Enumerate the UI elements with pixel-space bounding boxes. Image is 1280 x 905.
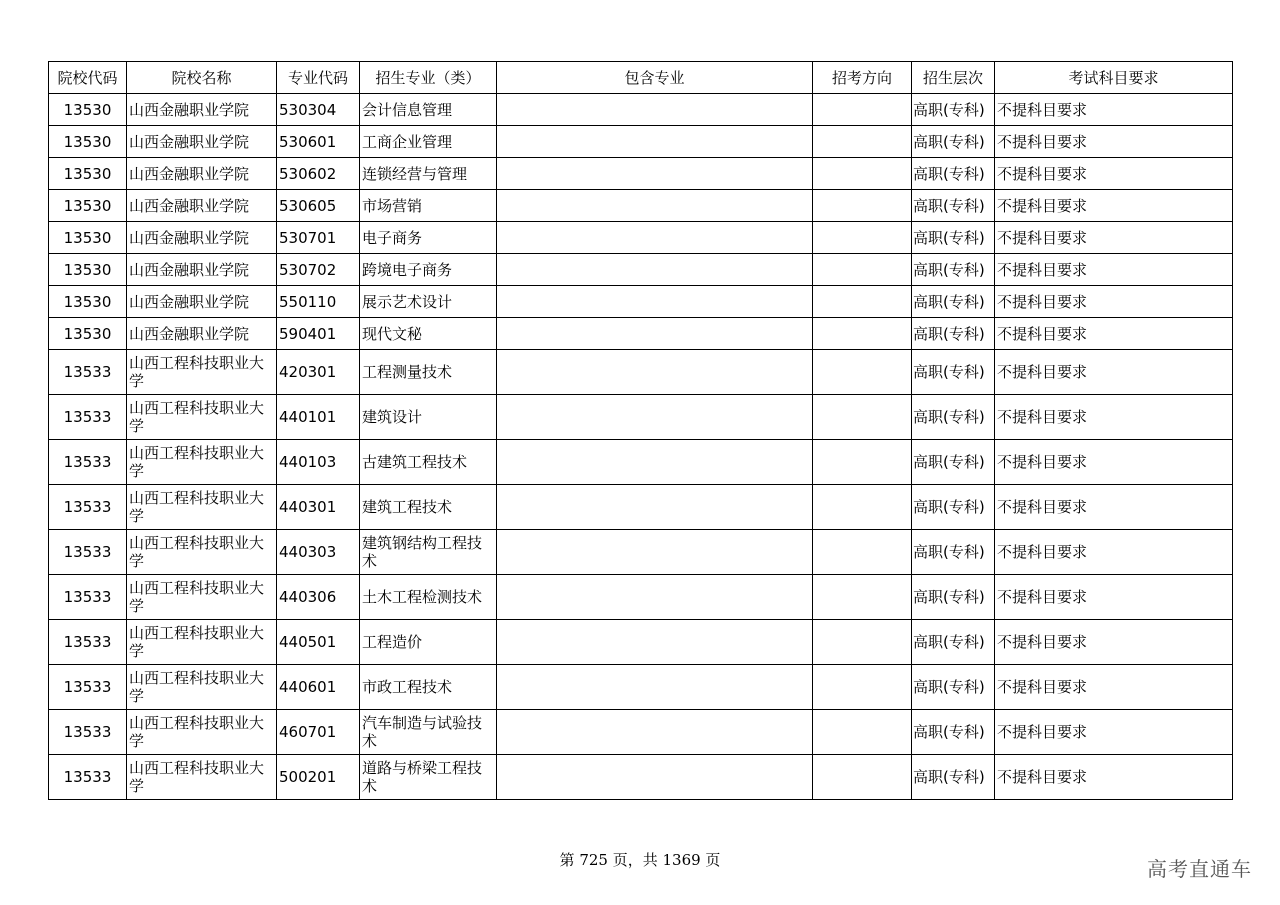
- cell-major-code: 530701: [277, 222, 360, 254]
- cell-major: 会计信息管理: [360, 94, 497, 126]
- cell-included-majors: [497, 286, 813, 318]
- cell-major: 电子商务: [360, 222, 497, 254]
- cell-exam-requirement: 不提科目要求: [995, 126, 1233, 158]
- cell-level: 高职(专科): [912, 530, 995, 575]
- cell-school-name: 山西工程科技职业大学: [127, 620, 277, 665]
- cell-exam-requirement: 不提科目要求: [995, 530, 1233, 575]
- cell-level: 高职(专科): [912, 254, 995, 286]
- cell-exam-requirement: 不提科目要求: [995, 665, 1233, 710]
- table-row: [49, 710, 1233, 755]
- cell-level: 高职(专科): [912, 222, 995, 254]
- cell-direction: [813, 575, 912, 620]
- table-body: [49, 94, 1233, 800]
- cell-included-majors: [497, 575, 813, 620]
- header-major-code: 专业代码: [277, 62, 360, 94]
- cell-level: 高职(专科): [912, 440, 995, 485]
- cell-school-name: 山西工程科技职业大学: [127, 710, 277, 755]
- header-school-name: 院校名称: [127, 62, 277, 94]
- cell-exam-requirement: 不提科目要求: [995, 190, 1233, 222]
- cell-major: 市政工程技术: [360, 665, 497, 710]
- table-row: [49, 126, 1233, 158]
- cell-level: 高职(专科): [912, 158, 995, 190]
- cell-school-name: 山西工程科技职业大学: [127, 665, 277, 710]
- cell-included-majors: [497, 620, 813, 665]
- cell-direction: [813, 485, 912, 530]
- cell-exam-requirement: 不提科目要求: [995, 286, 1233, 318]
- table-header-row: [49, 62, 1233, 94]
- page-number-footer: 第 725 页，共 1369 页: [559, 851, 721, 869]
- cell-school-code: 13530: [49, 286, 127, 318]
- cell-school-code: 13533: [49, 485, 127, 530]
- cell-school-code: 13533: [49, 665, 127, 710]
- cell-major-code: 440103: [277, 440, 360, 485]
- cell-direction: [813, 222, 912, 254]
- cell-school-code: 13530: [49, 254, 127, 286]
- cell-level: 高职(专科): [912, 665, 995, 710]
- cell-major: 建筑工程技术: [360, 485, 497, 530]
- cell-major: 道路与桥梁工程技术: [360, 755, 497, 800]
- cell-level: 高职(专科): [912, 575, 995, 620]
- cell-level: 高职(专科): [912, 395, 995, 440]
- header-major: 招生专业（类）: [360, 62, 497, 94]
- cell-major-code: 440601: [277, 665, 360, 710]
- cell-direction: [813, 530, 912, 575]
- cell-major-code: 530601: [277, 126, 360, 158]
- cell-included-majors: [497, 755, 813, 800]
- cell-major-code: 440501: [277, 620, 360, 665]
- cell-school-code: 13530: [49, 222, 127, 254]
- cell-school-name: 山西工程科技职业大学: [127, 755, 277, 800]
- table-row: [49, 94, 1233, 126]
- table-row: [49, 620, 1233, 665]
- table-row: [49, 665, 1233, 710]
- cell-exam-requirement: 不提科目要求: [995, 755, 1233, 800]
- cell-major-code: 550110: [277, 286, 360, 318]
- cell-major: 展示艺术设计: [360, 286, 497, 318]
- cell-major: 汽车制造与试验技术: [360, 710, 497, 755]
- header-exam-requirement: 考试科目要求: [995, 62, 1233, 94]
- cell-school-name: 山西工程科技职业大学: [127, 395, 277, 440]
- cell-exam-requirement: 不提科目要求: [995, 318, 1233, 350]
- cell-major-code: 440301: [277, 485, 360, 530]
- cell-school-name: 山西工程科技职业大学: [127, 575, 277, 620]
- cell-included-majors: [497, 254, 813, 286]
- cell-school-code: 13533: [49, 350, 127, 395]
- table-row: [49, 318, 1233, 350]
- cell-level: 高职(专科): [912, 350, 995, 395]
- cell-exam-requirement: 不提科目要求: [995, 222, 1233, 254]
- cell-included-majors: [497, 158, 813, 190]
- cell-school-name: 山西金融职业学院: [127, 254, 277, 286]
- table-row: [49, 755, 1233, 800]
- cell-major-code: 530304: [277, 94, 360, 126]
- cell-included-majors: [497, 350, 813, 395]
- cell-school-name: 山西工程科技职业大学: [127, 350, 277, 395]
- cell-school-name: 山西金融职业学院: [127, 190, 277, 222]
- cell-major: 土木工程检测技术: [360, 575, 497, 620]
- cell-school-code: 13533: [49, 530, 127, 575]
- cell-school-name: 山西金融职业学院: [127, 286, 277, 318]
- cell-school-code: 13530: [49, 158, 127, 190]
- cell-exam-requirement: 不提科目要求: [995, 620, 1233, 665]
- table-row: [49, 395, 1233, 440]
- cell-school-code: 13530: [49, 94, 127, 126]
- cell-school-code: 13533: [49, 440, 127, 485]
- cell-level: 高职(专科): [912, 126, 995, 158]
- cell-school-code: 13533: [49, 620, 127, 665]
- table-row: [49, 222, 1233, 254]
- cell-school-name: 山西金融职业学院: [127, 318, 277, 350]
- cell-major: 建筑设计: [360, 395, 497, 440]
- cell-direction: [813, 710, 912, 755]
- cell-level: 高职(专科): [912, 286, 995, 318]
- cell-direction: [813, 94, 912, 126]
- cell-major: 建筑钢结构工程技术: [360, 530, 497, 575]
- cell-level: 高职(专科): [912, 190, 995, 222]
- cell-included-majors: [497, 94, 813, 126]
- cell-level: 高职(专科): [912, 94, 995, 126]
- cell-direction: [813, 126, 912, 158]
- cell-direction: [813, 158, 912, 190]
- cell-direction: [813, 286, 912, 318]
- table-row: [49, 440, 1233, 485]
- cell-exam-requirement: 不提科目要求: [995, 94, 1233, 126]
- table-row: [49, 575, 1233, 620]
- cell-direction: [813, 350, 912, 395]
- cell-direction: [813, 665, 912, 710]
- cell-level: 高职(专科): [912, 318, 995, 350]
- header-direction: 招考方向: [813, 62, 912, 94]
- header-included-majors: 包含专业: [497, 62, 813, 94]
- cell-school-code: 13530: [49, 190, 127, 222]
- cell-major-code: 440101: [277, 395, 360, 440]
- cell-school-code: 13530: [49, 318, 127, 350]
- cell-major-code: 440303: [277, 530, 360, 575]
- cell-level: 高职(专科): [912, 485, 995, 530]
- cell-exam-requirement: 不提科目要求: [995, 440, 1233, 485]
- cell-major: 市场营销: [360, 190, 497, 222]
- cell-included-majors: [497, 395, 813, 440]
- cell-major: 连锁经营与管理: [360, 158, 497, 190]
- cell-major-code: 590401: [277, 318, 360, 350]
- cell-major-code: 530605: [277, 190, 360, 222]
- table-row: [49, 286, 1233, 318]
- cell-school-code: 13533: [49, 575, 127, 620]
- cell-exam-requirement: 不提科目要求: [995, 158, 1233, 190]
- cell-major: 工商企业管理: [360, 126, 497, 158]
- cell-included-majors: [497, 665, 813, 710]
- cell-level: 高职(专科): [912, 755, 995, 800]
- cell-exam-requirement: 不提科目要求: [995, 350, 1233, 395]
- cell-included-majors: [497, 710, 813, 755]
- cell-school-code: 13533: [49, 395, 127, 440]
- cell-major-code: 500201: [277, 755, 360, 800]
- cell-school-name: 山西工程科技职业大学: [127, 530, 277, 575]
- cell-school-code: 13533: [49, 755, 127, 800]
- cell-level: 高职(专科): [912, 620, 995, 665]
- cell-major-code: 440306: [277, 575, 360, 620]
- cell-school-code: 13533: [49, 710, 127, 755]
- cell-direction: [813, 440, 912, 485]
- cell-major-code: 530602: [277, 158, 360, 190]
- cell-exam-requirement: 不提科目要求: [995, 485, 1233, 530]
- table-row: [49, 485, 1233, 530]
- cell-included-majors: [497, 222, 813, 254]
- table-row: [49, 158, 1233, 190]
- header-school-code: 院校代码: [49, 62, 127, 94]
- cell-major: 工程造价: [360, 620, 497, 665]
- cell-major: 跨境电子商务: [360, 254, 497, 286]
- cell-major-code: 420301: [277, 350, 360, 395]
- cell-major-code: 530702: [277, 254, 360, 286]
- admissions-table: [48, 61, 1233, 800]
- cell-school-name: 山西工程科技职业大学: [127, 485, 277, 530]
- cell-included-majors: [497, 318, 813, 350]
- cell-direction: [813, 254, 912, 286]
- cell-major-code: 460701: [277, 710, 360, 755]
- cell-direction: [813, 395, 912, 440]
- cell-direction: [813, 318, 912, 350]
- cell-exam-requirement: 不提科目要求: [995, 254, 1233, 286]
- cell-included-majors: [497, 485, 813, 530]
- cell-exam-requirement: 不提科目要求: [995, 395, 1233, 440]
- cell-level: 高职(专科): [912, 710, 995, 755]
- cell-school-name: 山西金融职业学院: [127, 222, 277, 254]
- cell-included-majors: [497, 530, 813, 575]
- table-row: [49, 254, 1233, 286]
- cell-direction: [813, 190, 912, 222]
- cell-major: 现代文秘: [360, 318, 497, 350]
- table-row: [49, 530, 1233, 575]
- cell-school-name: 山西工程科技职业大学: [127, 440, 277, 485]
- cell-major: 古建筑工程技术: [360, 440, 497, 485]
- cell-included-majors: [497, 190, 813, 222]
- cell-exam-requirement: 不提科目要求: [995, 575, 1233, 620]
- cell-major: 工程测量技术: [360, 350, 497, 395]
- cell-included-majors: [497, 126, 813, 158]
- watermark-text: 高考直通车: [1147, 857, 1252, 881]
- cell-school-name: 山西金融职业学院: [127, 158, 277, 190]
- cell-direction: [813, 620, 912, 665]
- cell-school-name: 山西金融职业学院: [127, 94, 277, 126]
- cell-school-code: 13530: [49, 126, 127, 158]
- cell-school-name: 山西金融职业学院: [127, 126, 277, 158]
- header-level: 招生层次: [912, 62, 995, 94]
- cell-exam-requirement: 不提科目要求: [995, 710, 1233, 755]
- cell-direction: [813, 755, 912, 800]
- table-row: [49, 190, 1233, 222]
- cell-included-majors: [497, 440, 813, 485]
- table-row: [49, 350, 1233, 395]
